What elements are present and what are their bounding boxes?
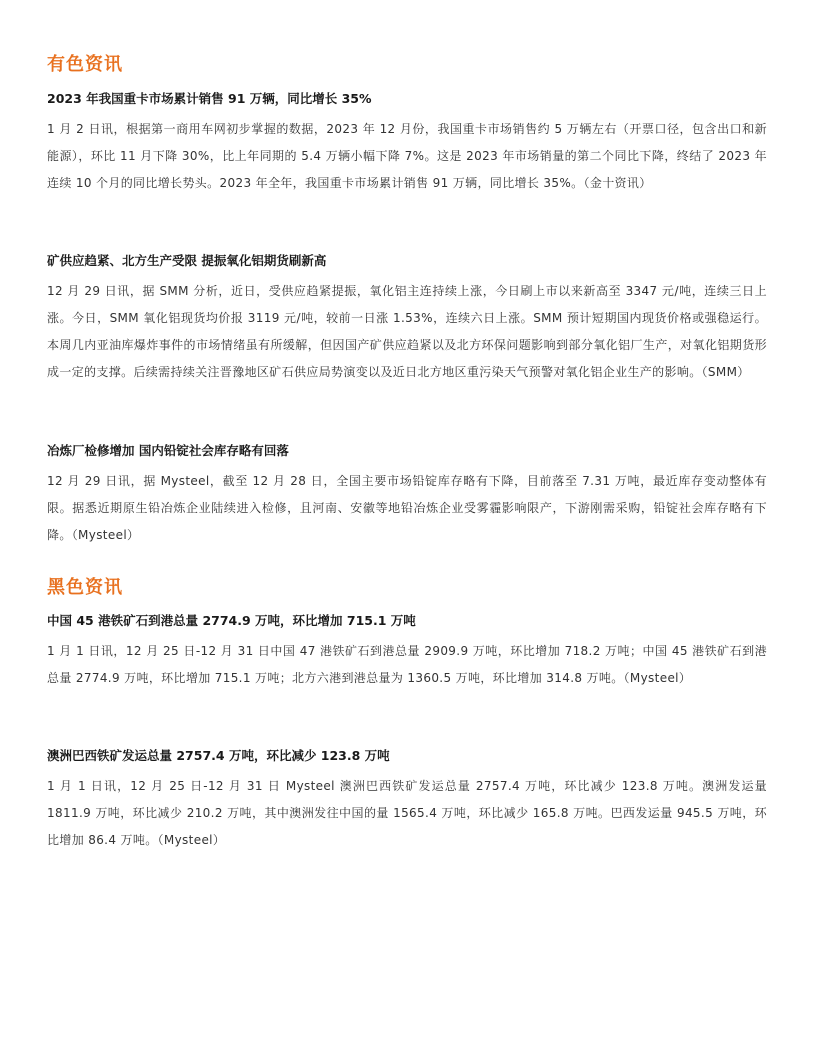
article-title: 中国 45 港铁矿石到港总量 2774.9 万吨，环比增加 715.1 万吨 bbox=[47, 613, 416, 628]
article-heavy-truck-sales bbox=[47, 90, 767, 197]
article-body: 12 月 29 日讯，据 SMM 分析，近日，受供应趋紧提振，氧化铝主连持续上涨，今日刷上市以来新高至 3347 元/吨，连续三日上涨。今日，SMM 氧化铝现货均价报 3119 元/吨，较前一日涨 1.53%，连续六日上涨。SMM 预计短期国内现货价格或强稳运行。本周几内亚油库爆炸事件的市场情绪虽有所缓解，但因国产矿供应趋紧以及北方环保问题影响到部分氧化铝厂生产，对氧化铝期货形成一定的支撑。后续需持续关注晋豫地区矿石供应局势演变以及近日北方地区重污染天气预警对氧化铝企业生产的影响。（SMM） bbox=[47, 284, 767, 379]
article-alumina-futures bbox=[47, 252, 767, 386]
article-iron-ore-arrivals bbox=[47, 612, 767, 692]
article-lead-inventory bbox=[47, 442, 767, 549]
section-title-nonferrous: 有色资讯 bbox=[47, 54, 123, 75]
article-body: 1 月 2 日讯，根据第一商用车网初步掌握的数据，2023 年 12 月份，我国重卡市场销售约 5 万辆左右（开票口径，包含出口和新能源），环比 11 月下降 30%，比上年同期的 5.4 万辆小幅下降 7%。这是 2023 年市场销量的第二个同比下降，终结了 2023 年连续 10 个月的同比增长势头。2023 年全年，我国重卡市场累计销售 91 万辆，同比增长 35%。（金十资讯） bbox=[47, 122, 767, 190]
article-title: 澳洲巴西铁矿发运总量 2757.4 万吨，环比减少 123.8 万吨 bbox=[47, 748, 390, 763]
article-body: 1 月 1 日讯，12 月 25 日-12 月 31 日中国 47 港铁矿石到港总量 2909.9 万吨，环比增加 718.2 万吨；中国 45 港铁矿石到港总量 2774.9 万吨，环比增加 715.1 万吨；北方六港到港总量为 1360.5 万吨，环比增加 314.8 万吨。（Mysteel） bbox=[47, 644, 767, 685]
article-body: 12 月 29 日讯，据 Mysteel，截至 12 月 28 日，全国主要市场铅锭库存略有下降，目前落至 7.31 万吨，最近库存变动整体有限。据悉近期原生铅冶炼企业陆续进入检修，且河南、安徽等地铅冶炼企业受雾霾影响限产，下游刚需采购，铅锭社会库存略有下降。（Mysteel） bbox=[47, 474, 767, 542]
section-title-ferrous: 黑色资讯 bbox=[47, 577, 123, 598]
article-body: 1 月 1 日讯，12 月 25 日-12 月 31 日 Mysteel 澳洲巴西铁矿发运总量 2757.4 万吨，环比减少 123.8 万吨。澳洲发运量 1811.9 万吨，环比减少 210.2 万吨，其中澳洲发往中国的量 1565.4 万吨，环比减少 165.8 万吨。巴西发运量 945.5 万吨，环比增加 86.4 万吨。（Mysteel） bbox=[47, 779, 767, 847]
article-title: 冶炼厂检修增加 国内铅锭社会库存略有回落 bbox=[47, 443, 289, 458]
article-iron-ore-shipments bbox=[47, 747, 767, 854]
article-title: 2023 年我国重卡市场累计销售 91 万辆，同比增长 35% bbox=[47, 91, 372, 106]
article-title: 矿供应趋紧、北方生产受限 提振氧化铝期货刷新高 bbox=[47, 253, 327, 268]
